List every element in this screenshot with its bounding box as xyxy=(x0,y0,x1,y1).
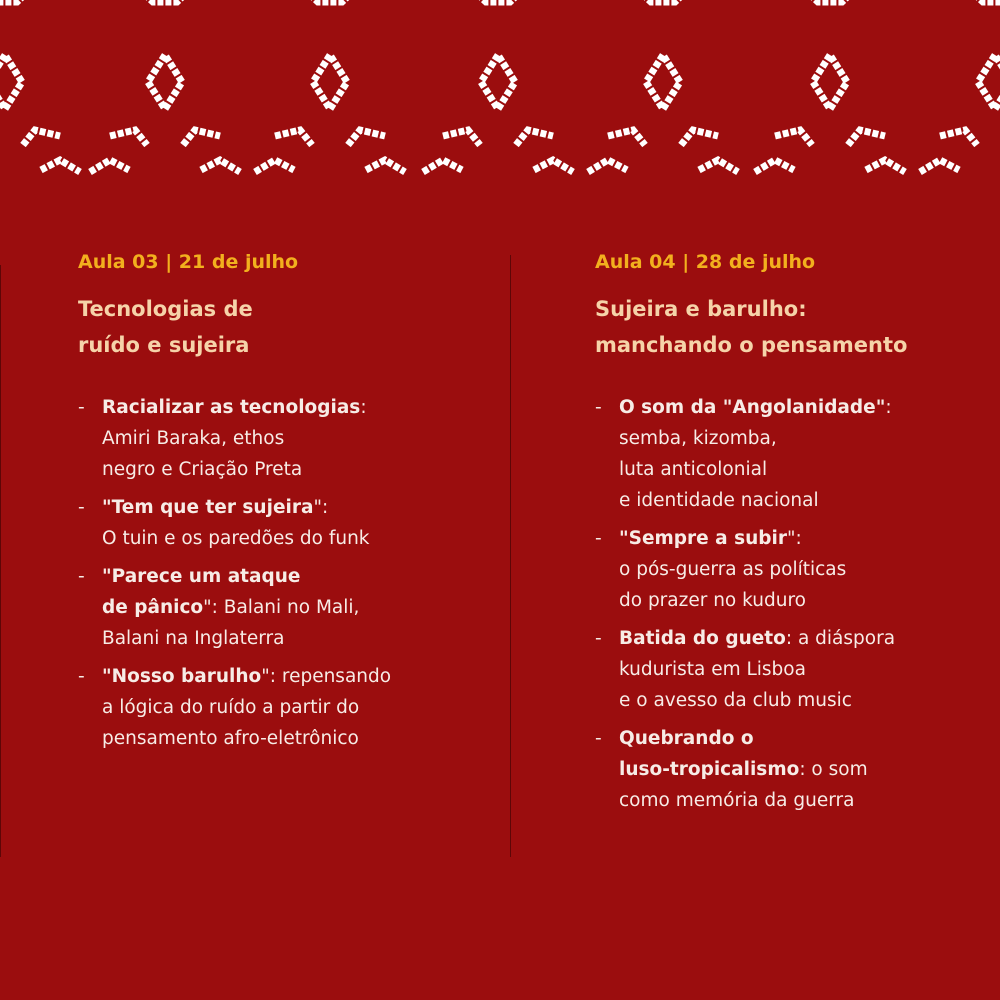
title-line: Tecnologias de xyxy=(78,297,253,321)
column-divider xyxy=(510,255,511,857)
bullet-dash: - xyxy=(78,497,85,518)
topic-list xyxy=(78,392,488,754)
item-line: "Sempre a subir": xyxy=(619,528,802,549)
title-line: Sujeira e barulho: xyxy=(595,297,807,321)
item-line: como memória da guerra xyxy=(619,790,855,811)
item-line: Balani na Inglaterra xyxy=(102,628,285,649)
item-line: "Parece um ataque xyxy=(102,566,301,587)
item-line: pensamento afro-eletrônico xyxy=(102,728,359,749)
decorative-pattern xyxy=(0,0,1000,175)
bullet-dash: - xyxy=(595,397,602,418)
list-item xyxy=(78,492,488,554)
title-line: manchando o pensamento xyxy=(595,333,908,357)
list-item xyxy=(78,661,488,754)
item-line: negro e Criação Preta xyxy=(102,459,303,480)
list-item xyxy=(595,623,995,716)
bullet-dash: - xyxy=(595,528,602,549)
item-line: o pós-guerra as políticas xyxy=(619,559,847,580)
topic-list xyxy=(595,392,995,816)
item-line: de pânico": Balani no Mali, xyxy=(102,597,360,618)
item-line: O som da "Angolanidade": xyxy=(619,397,892,418)
item-line: semba, kizomba, xyxy=(619,428,777,449)
item-line: Amiri Baraka, ethos xyxy=(102,428,285,449)
list-item xyxy=(595,523,995,616)
list-item xyxy=(595,392,995,516)
bullet-dash: - xyxy=(595,628,602,649)
item-line: do prazer no kuduro xyxy=(619,590,806,611)
list-item xyxy=(78,392,488,485)
title-line: ruído e sujeira xyxy=(78,333,250,357)
item-line: "Tem que ter sujeira": xyxy=(102,497,329,518)
item-line: luta anticolonial xyxy=(619,459,768,480)
item-line: a lógica do ruído a partir do xyxy=(102,697,360,718)
lesson-title xyxy=(595,291,995,363)
item-line: Racializar as tecnologias: xyxy=(102,397,367,418)
list-item xyxy=(595,723,995,816)
item-line: "Nosso barulho": repensando xyxy=(102,666,392,687)
bullet-dash: - xyxy=(78,397,85,418)
left-edge-line xyxy=(0,265,1,857)
bullet-dash: - xyxy=(595,728,602,749)
item-line: kudurista em Lisboa xyxy=(619,659,806,680)
lesson-date: Aula 03 | 21 de julho xyxy=(78,251,299,273)
lesson-04-column xyxy=(595,248,995,823)
lesson-03-column xyxy=(78,248,488,761)
bullet-dash: - xyxy=(78,666,85,687)
item-line: luso-tropicalismo: o som xyxy=(619,759,868,780)
item-line: e identidade nacional xyxy=(619,490,819,511)
list-item xyxy=(78,561,488,654)
lesson-date: Aula 04 | 28 de julho xyxy=(595,251,816,273)
item-line: O tuin e os paredões do funk xyxy=(102,528,370,549)
item-line: Quebrando o xyxy=(619,728,754,749)
bullet-dash: - xyxy=(78,566,85,587)
item-line: Batida do gueto: a diáspora xyxy=(619,628,896,649)
lesson-title xyxy=(78,291,488,363)
item-line: e o avesso da club music xyxy=(619,690,852,711)
